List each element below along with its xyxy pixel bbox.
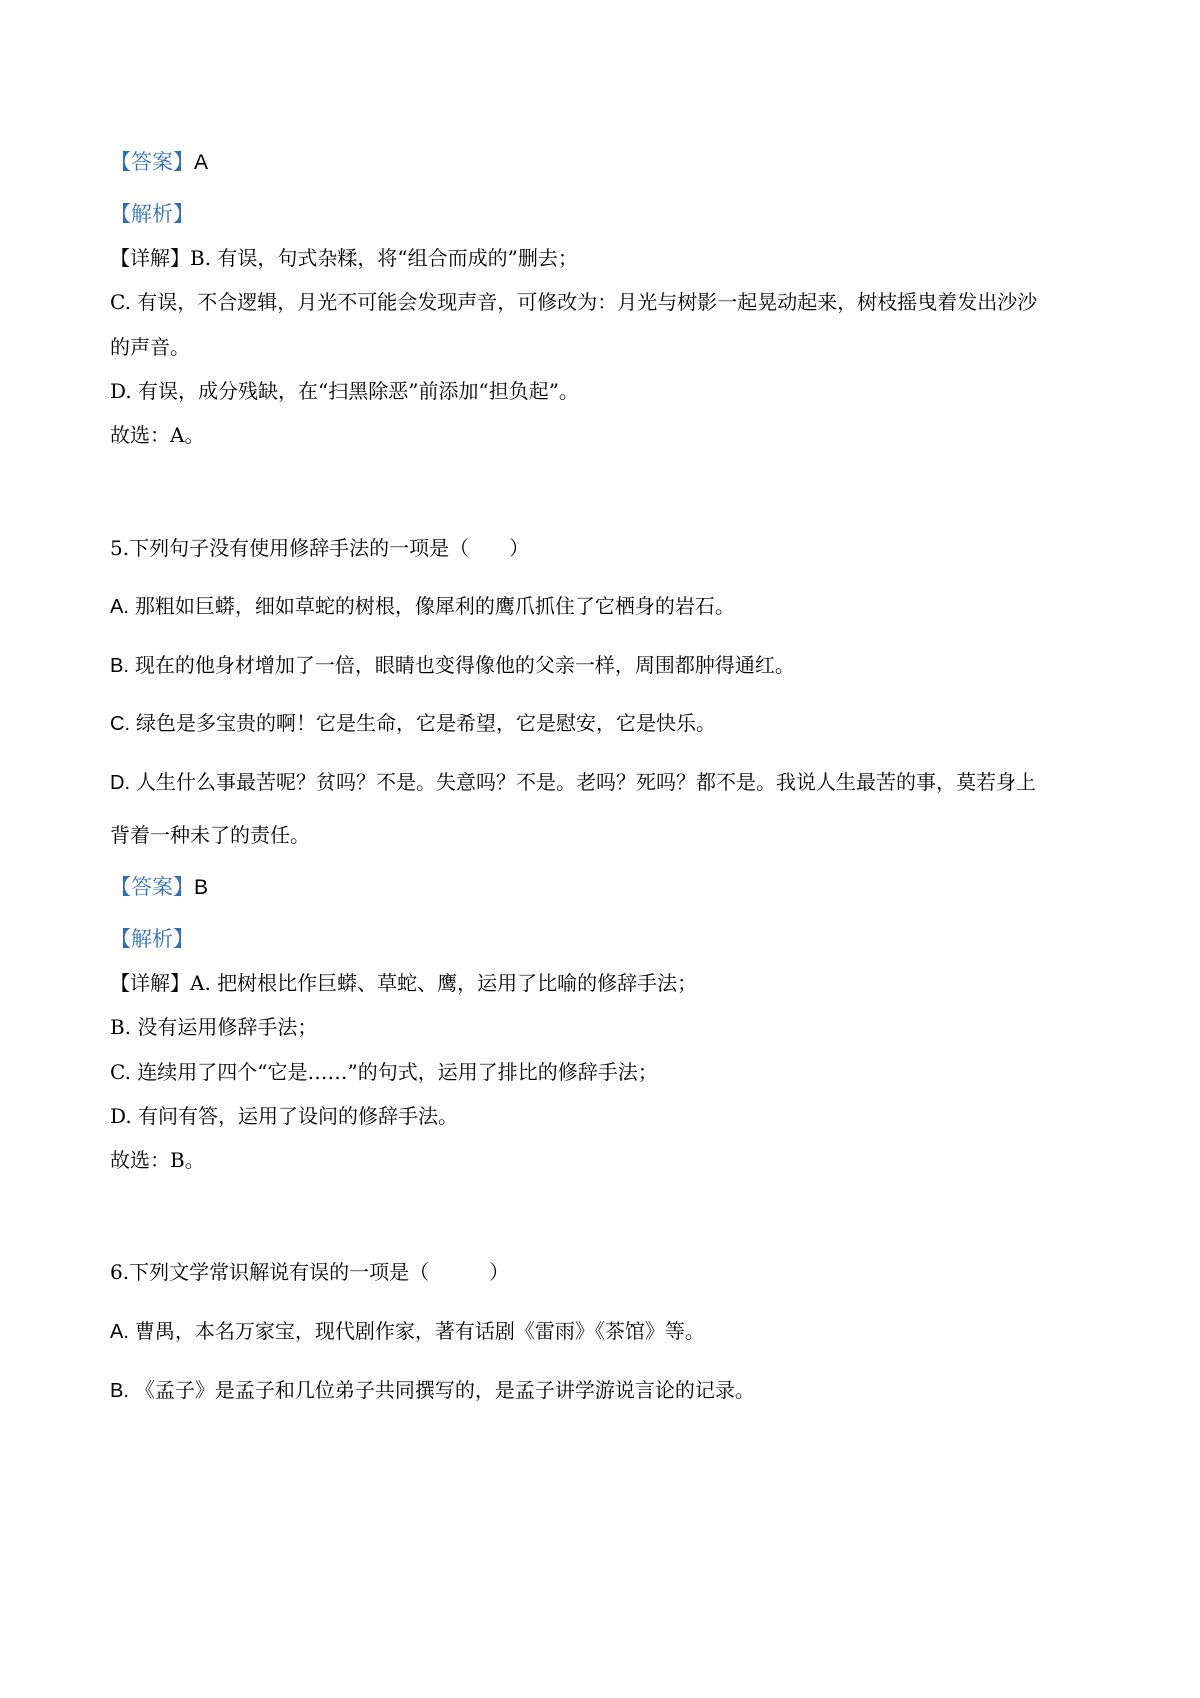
q5-answer-line (110, 877, 208, 898)
q5-option-d-continued: 背着一种未了的责任。 (110, 823, 310, 847)
option-letter: B. (110, 655, 129, 677)
q4-detail-line-1: 【详解】B. 有误，句式杂糅，将“组合而成的”删去； (110, 246, 578, 270)
q5-analysis-tag: 【解析】 (110, 927, 194, 951)
option-text: 《孟子》是孟子和几位弟子共同撰写的，是孟子讲学游说言论的记录。 (134, 1378, 755, 1402)
answer-tag: 【答案】 (110, 875, 194, 899)
q4-analysis-tag: 【解析】 (110, 202, 194, 226)
option-text: 现在的他身材增加了一倍，眼睛也变得像他的父亲一样，周围都肿得通红。 (134, 653, 795, 677)
q4-detail-line-2: C. 有误，不合逻辑，月光不可能会发现声音，可修改为：月光与树影一起晃动起来，树枝摇曳着发出沙沙 (110, 290, 1038, 314)
option-letter: A. (110, 1321, 129, 1343)
option-letter: D. (110, 772, 130, 794)
q5-detail-line-4: D. 有问有答，运用了设问的修辞手法。 (110, 1104, 459, 1128)
option-letter: C. (110, 713, 130, 735)
q5-detail-line-2: B. 没有运用修辞手法； (110, 1015, 318, 1039)
q6-option-a (110, 1321, 705, 1342)
q5-option-d (110, 772, 1036, 793)
q4-answer-line (110, 152, 208, 173)
option-letter: B. (110, 1380, 129, 1402)
q5-detail-line-1: 【详解】A. 把树根比作巨蟒、草蛇、鹰，运用了比喻的修辞手法； (110, 971, 698, 995)
option-text: 那粗如巨蟒，细如草蛇的树根，像犀利的鹰爪抓住了它栖身的岩石。 (134, 594, 735, 618)
q6-stem: 6.下列文学常识解说有误的一项是（ ） (110, 1260, 510, 1284)
answer-value: B (194, 876, 209, 899)
option-text: 人生什么事最苦呢？贫吗？不是。失意吗？不是。老吗？死吗？都不是。我说人生最苦的事，莫若身上 (136, 770, 1036, 794)
q5-option-a (110, 596, 735, 617)
q5-option-c (110, 713, 716, 734)
q5-conclusion: 故选：B。 (110, 1148, 205, 1172)
q5-stem: 5.下列句子没有使用修辞手法的一项是（ ） (110, 536, 530, 560)
q5-option-b (110, 655, 795, 676)
q4-detail-line-3: 的声音。 (110, 335, 190, 359)
q4-conclusion: 故选：A。 (110, 423, 205, 447)
option-text: 绿色是多宝贵的啊！它是生命，它是希望，它是慰安，它是快乐。 (136, 711, 716, 735)
q4-detail-line-4: D. 有误，成分残缺，在“扫黑除恶”前添加“担负起”。 (110, 379, 579, 403)
answer-value: A (194, 151, 209, 174)
q6-option-b (110, 1380, 755, 1401)
option-text: 曹禺，本名万家宝，现代剧作家，著有话剧《雷雨》《茶馆》等。 (134, 1319, 705, 1343)
q5-detail-line-3: C. 连续用了四个“它是……”的句式，运用了排比的修辞手法； (110, 1060, 658, 1084)
answer-tag: 【答案】 (110, 150, 194, 174)
option-letter: A. (110, 596, 129, 618)
